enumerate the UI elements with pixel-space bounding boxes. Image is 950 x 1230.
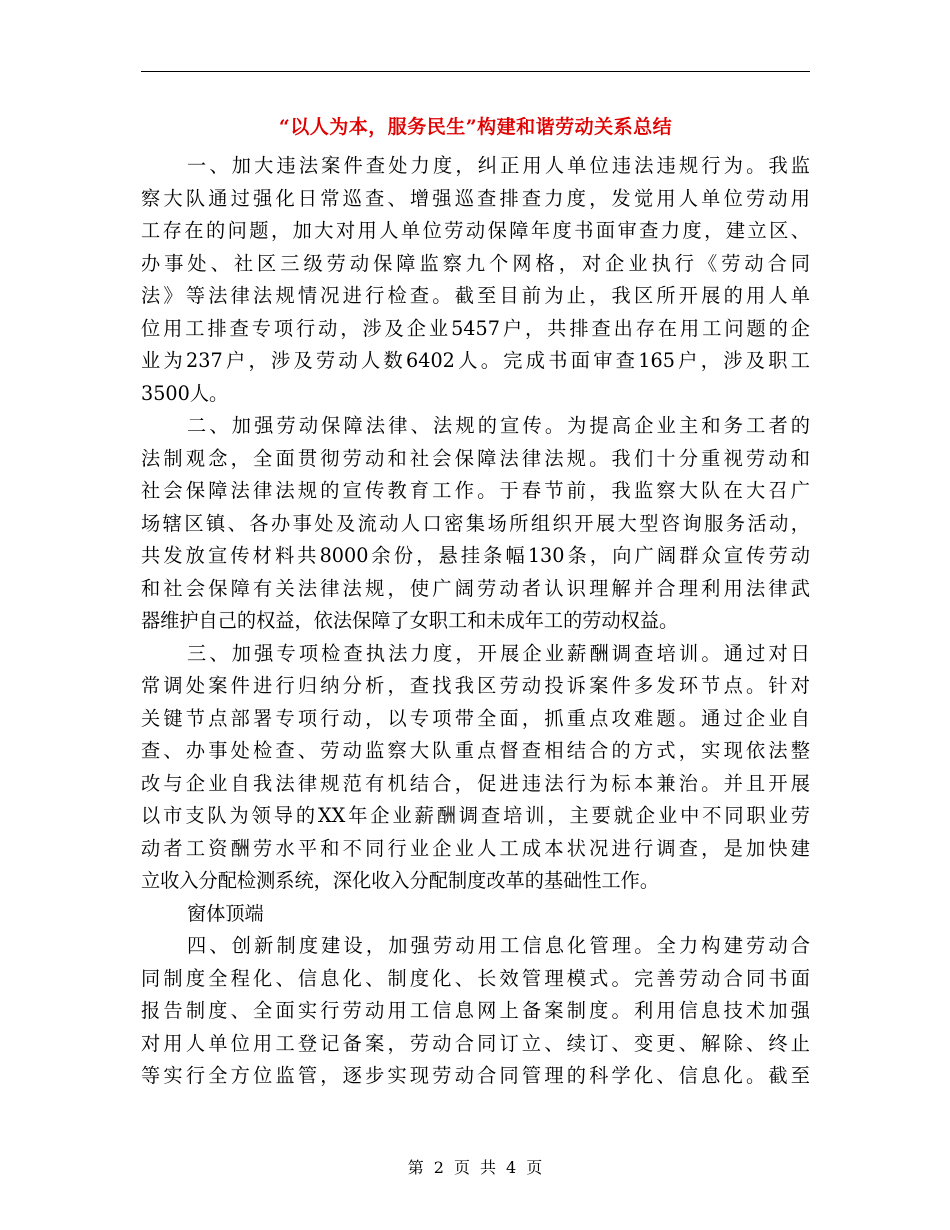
text-line: 窗体顶端	[187, 901, 264, 925]
text-line: 以市支队为领导的XX年企业薪酬调查培训，主要就企业中不同职业劳	[141, 804, 810, 827]
text-line: 改与企业自我法律规范有机结合，促进违法行为标本兼治。并且开展	[141, 771, 810, 795]
page-total: 4	[506, 1158, 517, 1177]
text-line: 等实行全方位监管，逐步实现劳动合同管理的科学化、信息化。截至	[141, 1064, 810, 1087]
text-line: 场辖区镇、各办事处及流动人口密集场所组织开展大型咨询服务活动，	[141, 511, 810, 535]
text-line: 办事处、社区三级劳动保障监察九个网格，对企业执行《劳动合同	[141, 251, 810, 275]
text-line: 三、加强专项检查执法力度，开展企业薪酬调查培训。通过对日	[187, 641, 810, 665]
text-line: 四、创新制度建设，加强劳动用工信息化管理。全力构建劳动合	[187, 934, 810, 957]
document-title: “以人为本，服务民生”构建和谐劳动关系总结	[278, 116, 673, 138]
text-line: 位用工排查专项行动，涉及企业5457户，共排查出存在用工问题的企	[141, 316, 810, 340]
document-body	[141, 150, 810, 1093]
text-line: 社会保障法律法规的宣传教育工作。于春节前，我监察大队在大召广	[141, 479, 810, 502]
total-word: 页	[526, 1158, 543, 1177]
text-line: 法》等法律法规情况进行检查。截至目前为止，我区所开展的用人单	[141, 284, 810, 307]
text-line: 一、加大违法案件查处力度，纠正用人单位违法违规行为。我监	[187, 154, 810, 177]
page-footer	[0, 1155, 950, 1178]
text-line: 察大队通过强化日常巡查、增强巡查排查力度，发觉用人单位劳动用	[141, 186, 810, 210]
text-line: 常调处案件进行归纳分析，查找我区劳动投诉案件多发环节点。针对	[141, 674, 810, 697]
text-line: 二、加强劳动保障法律、法规的宣传。为提高企业主和务工者的	[187, 414, 810, 437]
text-line: 共发放宣传材料共8000余份，悬挂条幅130条，向广阔群众宣传劳动	[141, 544, 810, 567]
text-line: 法制观念，全面贯彻劳动和社会保障法律法规。我们十分重视劳动和	[141, 446, 810, 470]
page-prefix: 第	[407, 1158, 424, 1177]
text-line: 业为237户，涉及劳动人数6402人。完成书面审查165户，涉及职工	[141, 349, 810, 372]
text-line: 关键节点部署专项行动，以专项带全面，抓重点攻难题。通过企业自	[141, 706, 810, 730]
page-word: 页	[453, 1158, 470, 1177]
text-line: 同制度全程化、信息化、制度化、长效管理模式。完善劳动合同书面	[141, 966, 810, 990]
page-current: 2	[433, 1158, 444, 1177]
text-line: 动者工资酬劳水平和不同行业企业人工成本状况进行调查，是加快建	[141, 836, 810, 860]
text-line: 立收入分配检测系统，深化收入分配制度改革的基础性工作。	[141, 869, 660, 892]
text-line: 工存在的问题，加大对用人单位劳动保障年度书面审查力度，建立区、	[141, 219, 810, 242]
header-rule	[141, 71, 810, 72]
text-line: 对用人单位用工登记备案，劳动合同订立、续订、变更、解除、终止	[141, 1031, 810, 1055]
text-line: 报告制度、全面实行劳动用工信息网上备案制度。利用信息技术加强	[141, 999, 810, 1022]
text-line: 3500人。	[141, 381, 229, 405]
total-prefix: 共	[480, 1158, 497, 1177]
text-line: 器维护自己的权益，依法保障了女职工和未成年工的劳动权益。	[141, 609, 679, 632]
text-line: 和社会保障有关法律法规，使广阔劳动者认识理解并合理利用法律武	[141, 576, 810, 600]
text-line: 查、办事处检查、劳动监察大队重点督查相结合的方式，实现依法整	[141, 739, 810, 762]
